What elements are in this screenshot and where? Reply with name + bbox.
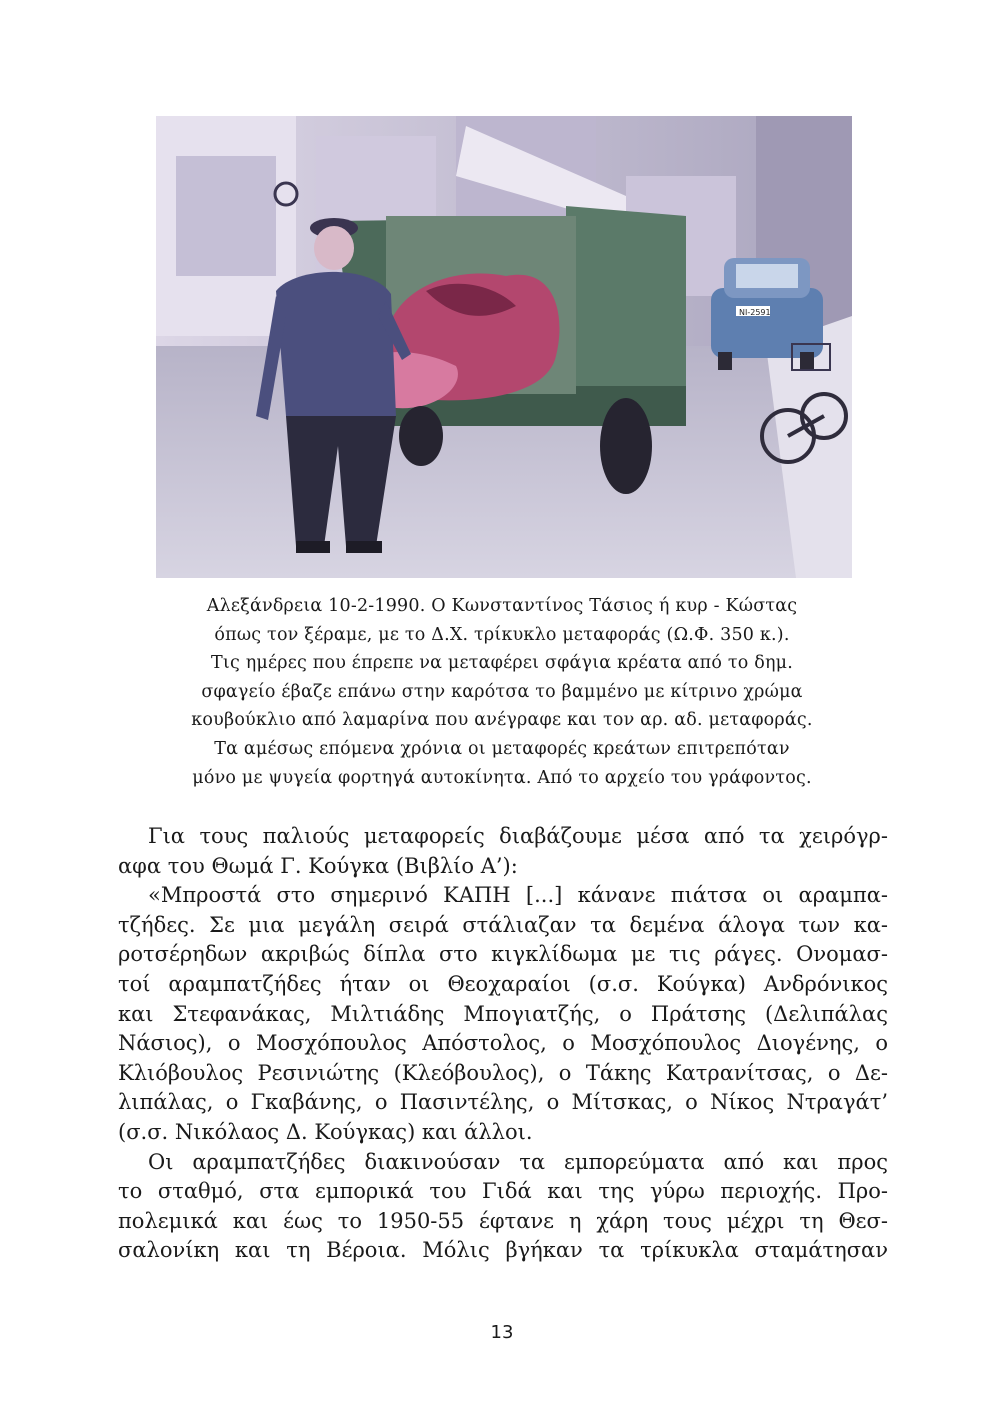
photo-caption [120, 592, 884, 792]
text-line: τοί αραμπατζήδες ήταν οι Θεοχαραίοι (σ.σ. Κούγκα) Ανδρόνικος [118, 971, 888, 996]
text-line: πολεμικά και έως το 1950-55 έφτανε η χάρη τους μέχρι τη Θεσ- [118, 1208, 888, 1233]
text-line: «Μπροστά στο σημερινό ΚΑΠΗ [...] κάνανε πιάτσα οι αραμπα- [148, 883, 888, 908]
caption-line: μόνο με ψυγεία φορτηγά αυτοκίνητα. Από το αρχείο του γράφοντος. [192, 767, 812, 788]
paragraph [118, 1148, 888, 1266]
text-line: τζήδες. Σε μια μεγάλη σειρά στάλιαζαν τα δεμένα άλογα των κα- [118, 912, 888, 937]
text-line: αφα του Θωμά Γ. Κούγκα (Βιβλίο Α’): [118, 853, 518, 878]
text-line: (σ.σ. Νικόλαος Δ. Κούγκας) και άλλοι. [118, 1119, 533, 1144]
caption-line: Τις ημέρες που έπρεπε να μεταφέρει σφάγια κρέατα από το δημ. [211, 653, 793, 674]
photo-illustration [156, 116, 852, 578]
caption-line: κουβούκλιο από λαμαρίνα που ανέγραφε και τον αρ. αδ. μεταφοράς. [191, 710, 813, 731]
caption-line: Αλεξάνδρεια 10-2-1990. Ο Κωνσταντίνος Τάσιος ή κυρ - Κώστας [206, 596, 798, 616]
page-number: 13 [490, 1322, 514, 1343]
paragraph [118, 881, 888, 1147]
text-line: Κλιόβουλος Ρεσινιώτης (Κλεόβουλος), ο Τάκης Κατρανίτσας, ο Δε- [118, 1060, 888, 1085]
caption-line: σφαγείο έβαζε επάνω στην καρότσα το βαμμένο με κίτρινο χρώμα [201, 681, 803, 702]
body-text [118, 822, 888, 1266]
text-line: λιπάλας, ο Γκαβάνης, ο Πασιντέλης, ο Μίτσκας, ο Νίκος Ντραγάτ’ [118, 1090, 888, 1115]
caption-line: Τα αμέσως επόμενα χρόνια οι μεταφορές κρεάτων επιτρεπόταν [214, 738, 790, 759]
caption-line: όπως τον ξέραμε, με το Δ.Χ. τρίκυκλο μεταφοράς (Ω.Φ. 350 κ.). [214, 624, 790, 645]
text-line: Οι αραμπατζήδες διακινούσαν τα εμπορεύματα από και προς [148, 1149, 888, 1174]
photo [156, 116, 852, 578]
text-line: σαλονίκη και τη Βέροια. Μόλις βγήκαν τα τρίκυκλα σταμάτησαν [118, 1238, 888, 1263]
license-plate: NI-2591 [739, 308, 771, 317]
text-line: Για τους παλιούς μεταφορείς διαβάζουμε μέσα από τα χειρόγρ- [148, 824, 888, 848]
text-line: Νάσιος), ο Μοσχόπουλος Απόστολος, ο Μοσχόπουλος Διογένης, ο [118, 1031, 888, 1056]
text-line: ροτσέρηδων ακριβώς δίπλα στο κιγκλίδωμα με τις ράγες. Ονομασ- [118, 942, 888, 967]
paragraph [118, 822, 888, 881]
text-line: το σταθμό, στα εμπορικά του Γιδά και της γύρω περιοχής. Προ- [118, 1179, 888, 1204]
text-line: και Στεφανάκας, Μιλτιάδης Μπογιατζής, ο Πράτσης (Δελιπάλας [118, 1001, 888, 1026]
